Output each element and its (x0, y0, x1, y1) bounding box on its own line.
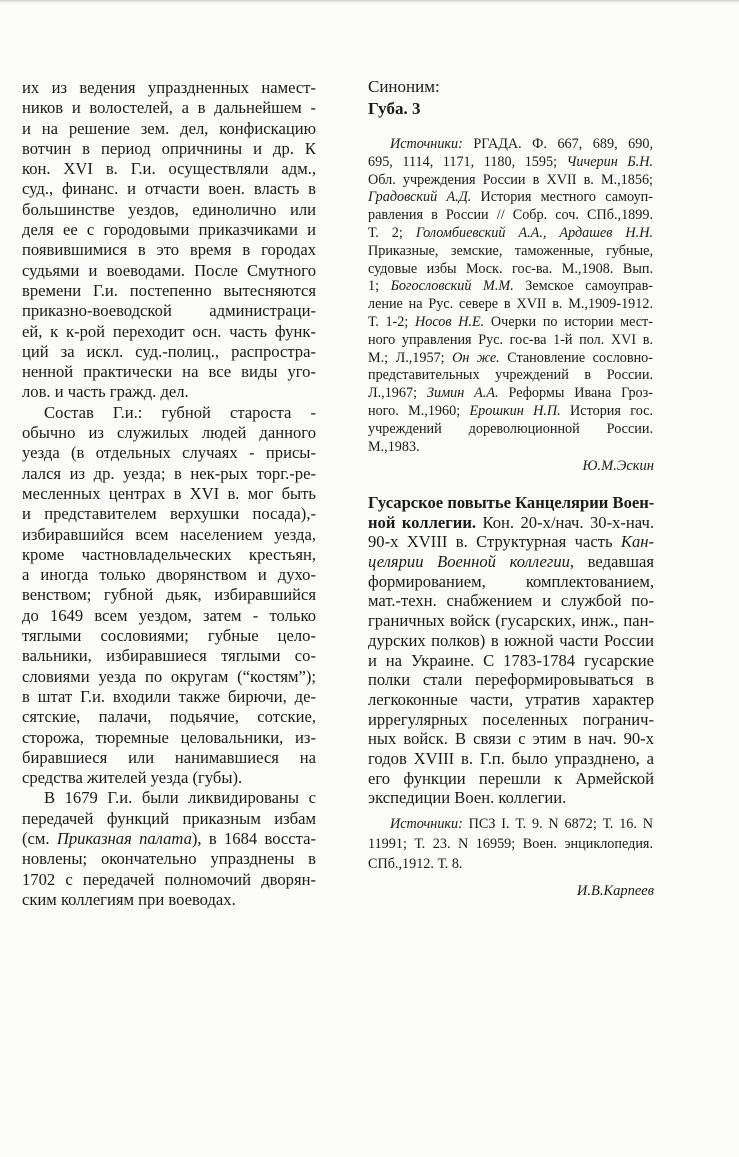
text-line (22, 382, 316, 402)
sources-list-1 (368, 136, 653, 456)
text-line (22, 200, 316, 220)
text-segment: ПСЗ I. Т. 9. N 6872; Т. 16. N (462, 816, 653, 832)
text-line (368, 670, 654, 690)
text-line (22, 748, 316, 768)
text-line (22, 281, 316, 301)
text-segment: ), в 1684 восста- (191, 828, 316, 848)
text-line (22, 322, 316, 342)
text-segment: Кон. 20-х/нач. 30-х-нач. (476, 512, 654, 532)
text-segment: вальники, избиравшиеся тяглыми со- (22, 646, 316, 666)
text-line (368, 710, 654, 730)
text-line (22, 403, 316, 423)
text-segment: Приказные, земские, таможенные, губные, (368, 242, 653, 259)
text-segment: Состав Г.и.: губной староста - (44, 402, 316, 422)
text-line (368, 189, 653, 207)
text-line (368, 243, 653, 261)
text-segment: , ведавшая (569, 552, 654, 572)
text-line (22, 829, 316, 849)
text-segment: и представителем верхушки посада),- (22, 504, 316, 524)
text-line (22, 342, 316, 362)
text-segment: Т. 2; (368, 224, 416, 241)
text-line (368, 207, 653, 225)
text-line (22, 362, 316, 382)
text-segment: 1702 с передачей полномочий дворян- (22, 869, 316, 889)
text-segment: СПб.,1912. Т. 8. (368, 855, 463, 872)
text-segment: ных войск. В связи с этим в нач. 90-х (368, 729, 654, 749)
text-segment: мат.-техн. снабжением и службой по- (368, 591, 654, 611)
text-segment: М.; Л.,1957; (368, 349, 453, 366)
text-segment: сторожа, тюремные целовальники, из- (22, 727, 316, 747)
text-line (22, 849, 316, 869)
text-line (368, 815, 653, 835)
italic-text: Приказная палата (56, 828, 192, 848)
left-column-text (22, 78, 316, 910)
text-segment: биравшиеся или нанимавшиеся на (22, 747, 316, 767)
text-line (22, 870, 316, 890)
italic-text: Он же. (452, 349, 500, 366)
text-line (368, 611, 654, 631)
text-segment: лался из др. уезда; в нек-рых торг.-ре- (22, 463, 316, 483)
italic-text: Голомбиевский А.А., Ардашев Н.Н. (415, 224, 654, 241)
text-line (22, 78, 316, 98)
text-segment: 90-х XVIII в. Структурная часть (368, 532, 621, 552)
text-segment: равления в России // Собр. соч. СПб.,1899. (368, 207, 653, 224)
text-line (22, 545, 316, 565)
text-segment: вотчин в период опричнины и др. К (22, 138, 316, 158)
italic-text: Кан- (620, 532, 654, 552)
text-segment: Обл. учреждения России в XVII в. М.,1856; (368, 171, 653, 188)
text-line (22, 606, 316, 626)
text-line (22, 504, 316, 524)
italic-text: Зимин А.А. (426, 385, 499, 402)
text-segment: венством; губной дьяк, избиравшийся (22, 585, 316, 605)
text-segment: а иногда только дворянством и духо- (22, 565, 316, 585)
text-segment: ским коллегиям при воеводах. (22, 889, 236, 909)
text-segment: сятские, палачи, подьячие, сотские, (22, 707, 316, 727)
text-segment: учреждений дореволюционной России. (368, 420, 653, 437)
text-line (22, 565, 316, 585)
text-segment: лов. и часть гражд. дел. (22, 382, 189, 402)
italic-text: Богословский М.М. (390, 278, 514, 295)
text-segment: ненной практически на все виды уго- (22, 362, 316, 382)
text-segment: новлены; окончательно упразднены в (22, 849, 316, 869)
text-segment: РГАДА. Ф. 667, 689, 690, (462, 136, 653, 152)
text-segment: дурских полков) в южной части России (368, 630, 654, 650)
text-line (22, 768, 316, 788)
text-segment: История гос. (560, 402, 653, 419)
text-segment: ций за искл. суд.-полиц., распростра- (22, 341, 316, 361)
text-line (368, 855, 653, 875)
italic-text: Чичерин Б.Н. (566, 153, 653, 170)
synonym-label: Синоним: (368, 77, 440, 96)
text-line (22, 728, 316, 748)
text-segment: 11991; Т. 23. N 16959; Воен. энциклопедия. (368, 835, 653, 852)
sources-list-2 (368, 815, 653, 874)
text-segment: История местного самоуп- (471, 189, 653, 206)
text-segment: до 1649 всем уездом, затем - только (22, 605, 316, 625)
text-segment: (см. (22, 828, 57, 848)
text-line (368, 421, 653, 439)
text-segment: представительных учреждений в России. (368, 367, 653, 384)
text-segment: экспедиции Воен. коллегии. (368, 788, 567, 808)
text-line (22, 119, 316, 139)
text-segment: и на решение зем. дел, конфискацию (22, 118, 316, 138)
text-line (22, 423, 316, 443)
text-line (368, 136, 653, 154)
text-line (368, 403, 653, 421)
text-segment: тяглыми сословиями; губные цело- (22, 626, 316, 646)
text-segment: ей, к к-рой переходит осн. часть функ- (22, 321, 316, 341)
text-segment: средства жителей уезда (губы). (22, 768, 243, 788)
text-line (22, 525, 316, 545)
text-line (22, 261, 316, 281)
text-line (22, 464, 316, 484)
text-segment: Земское самоуправ- (513, 278, 653, 295)
text-segment: деля ее с городовыми приказчиками и (22, 220, 316, 240)
text-segment: полки стали переформировываться в (368, 670, 654, 690)
text-segment: судовые избы Моск. гос-ва. М.,1908. Вып. (368, 260, 653, 277)
text-line (368, 690, 654, 710)
text-segment: формированием, комплектованием, (368, 571, 654, 591)
text-segment: судьями и воеводами. После Смутного (22, 260, 316, 280)
italic-text: Носов Н.Е. (415, 313, 485, 330)
text-segment: граничных войск (гусарских, инж., пан- (368, 611, 654, 631)
author-signature-2: И.В.Карпеев (576, 883, 654, 899)
bold-text: Гусарское повытье Канцелярии Воен- (368, 493, 655, 512)
text-line (368, 350, 653, 368)
text-line (22, 646, 316, 666)
text-segment: Становление сословно- (499, 349, 653, 366)
text-segment: легкоконные части, утратив характер (368, 689, 654, 709)
text-segment: В 1679 Г.и. были ликвидированы с (44, 788, 316, 808)
text-line (22, 809, 316, 829)
text-line (368, 278, 653, 296)
italic-text: Градовский А.Д. (368, 189, 472, 206)
page-top-edge (0, 0, 739, 3)
text-line (368, 651, 654, 671)
text-segment: большинстве уездов, единолично или (22, 199, 316, 219)
text-line (368, 332, 653, 350)
text-segment: и на Украине. С 1783-1784 гусарские (368, 650, 654, 670)
text-line (368, 314, 653, 332)
text-line (22, 301, 316, 321)
text-segment: обычно из служилых людей данного (22, 423, 316, 443)
text-line (22, 443, 316, 463)
text-segment: М.,1983. (368, 438, 420, 455)
text-segment: времени Г.и. постепенно вытесняются (22, 280, 316, 300)
text-segment: его функции перешли к Армейской (368, 768, 654, 788)
text-line (368, 296, 653, 314)
text-segment: их из ведения упраздненных намест- (22, 78, 316, 97)
text-line (368, 225, 653, 243)
synonym-block (368, 76, 440, 120)
text-line (22, 179, 316, 199)
text-line (368, 493, 654, 513)
italic-text: Источники: (390, 816, 463, 832)
text-segment: уезда (в отдельных случаях - присы- (22, 443, 316, 463)
text-line (368, 749, 654, 769)
author-signature-1: Ю.М.Эскин (582, 458, 654, 474)
text-line (22, 240, 316, 260)
text-line (368, 572, 654, 592)
text-segment: суд., финанс. и отчасти воен. власть в (22, 179, 316, 199)
text-segment: кон. XVI в. Г.и. осуществляли адм., (22, 159, 316, 179)
text-segment: месленных центрах в XVI в. мог быть (22, 483, 316, 503)
text-segment: появившимися в это время в городах (22, 240, 316, 260)
text-line (22, 585, 316, 605)
text-segment: приказно-воеводской администраци- (22, 301, 316, 321)
text-line (368, 835, 653, 855)
text-segment: ного. М.,1960; (368, 402, 470, 419)
text-segment: передачей функций приказным избам (22, 808, 316, 828)
text-line (368, 154, 653, 172)
italic-text: целярии Военной коллегии (368, 552, 570, 572)
text-line (368, 552, 654, 572)
text-line (368, 591, 654, 611)
text-line (368, 385, 653, 403)
bold-text: ной коллегии. (368, 512, 477, 532)
text-segment: ление на Рус. севере в XVII в. М.,1909-1912. (368, 296, 653, 313)
text-segment: в штат Г.и. входили также бирючи, де- (22, 686, 316, 706)
text-segment: 695, 1114, 1171, 1180, 1595; (368, 153, 567, 170)
synonym-value: Губа. 3 (368, 99, 421, 118)
text-line (368, 532, 654, 552)
text-line (368, 367, 653, 385)
text-segment: избиравшийся всем населением уезда, (22, 524, 316, 544)
text-segment: годов XVIII в. Г.п. было упразднено, а (368, 748, 654, 768)
text-segment: 1; (368, 278, 391, 295)
text-line (22, 98, 316, 118)
text-segment: Очерки по истории мест- (484, 313, 653, 330)
text-segment: Реформы Ивана Гроз- (498, 385, 653, 402)
italic-text: Ерошкин Н.П. (469, 402, 561, 419)
text-segment: словиями уезда по округам (“костям”); (22, 666, 316, 686)
text-segment: Т. 1-2; (368, 313, 415, 330)
text-line (368, 172, 653, 190)
text-line (368, 788, 654, 808)
text-segment: кроме частновладельческих крестьян, (22, 544, 316, 564)
text-line (22, 667, 316, 687)
text-line (368, 631, 654, 651)
text-line (22, 626, 316, 646)
text-line (22, 159, 316, 179)
text-segment: ного управления Рус. гос-ва 1-й пол. XVI в. (368, 331, 653, 348)
text-line (22, 139, 316, 159)
text-line (22, 687, 316, 707)
text-line (368, 513, 654, 533)
text-line (22, 707, 316, 727)
text-segment: иррегулярных поселенных погранич- (368, 709, 654, 729)
entry-gusarskoe-povytie (368, 493, 654, 808)
text-line (368, 439, 653, 457)
text-line (22, 890, 316, 910)
text-line (368, 769, 654, 789)
italic-text: Источники: (390, 136, 463, 152)
text-line (368, 261, 653, 279)
text-line (22, 220, 316, 240)
text-segment: Л.,1967; (368, 385, 427, 402)
text-segment: ников и волостелей, а в дальнейшем - (22, 98, 316, 118)
text-line (368, 729, 654, 749)
text-line (22, 788, 316, 808)
text-line (22, 484, 316, 504)
